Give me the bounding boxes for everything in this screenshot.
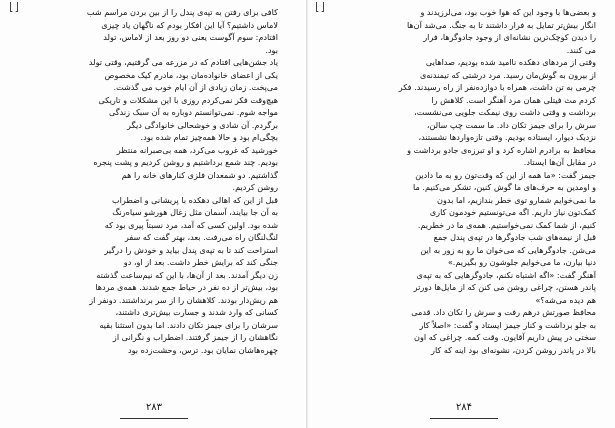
text-line: به آن جا بیایند، آسمان مثل زغال هورشو سیاه‌رنگ	[112, 207, 278, 217]
text-line: گذاشتیم. دو شمعدان فلزی کنارهای خانه را هم	[121, 169, 278, 180]
bookmark-icon	[10, 2, 18, 12]
text-line: زن دیگر آمدند. بعد از آن‌ها، با این که نیم‌ساعت گذشته	[96, 269, 278, 280]
text-line: هیچ‌وقت فکر نمی‌کردم روزی با این مشکلات و تاریکی	[98, 94, 278, 105]
text-line: قبل از نیمه‌های شب جادوگرها در تپه‌ی پندل جمع	[433, 232, 596, 242]
text-line: دنیا بیارن، ما می‌خوایم جلوشون رو بگیریم.»	[447, 257, 596, 267]
text-line: آهنگر گفت: «اگه اشتباه نکنم، جادوگرهایی که به تپه‌ی	[416, 269, 596, 280]
text-line: جنگی کند که برایش خطر داشت. بعد از او، دو	[123, 257, 278, 267]
text-line: به جلو برداشت و کنار جیمز ایستاد و گفت: «اصلاً کار	[419, 319, 596, 330]
text-line: کافی برای رفتن به تپه‌ی پندل را از بین بردن مراسم شب	[86, 7, 278, 17]
text-line: افتادم: سوم آگوست یعنی دو روز بعد از لاماس، تولد	[103, 32, 278, 42]
text-line: چرمی به تن داشت، همراه با دوازده‌نفر از راه رسیدند. فکر	[398, 82, 596, 92]
text-line: یاد جشن‌هایی افتادم که در مزرعه می گرفتیم، وقتی تولد	[88, 57, 278, 67]
text-line: هم ریش‌دار بودند. کلاهشان را از سر برنداشتند. دونفر از	[89, 294, 278, 305]
text-line: بالا در پاندر روشن کردن، نشونه‌ای بود اینه که کار	[431, 344, 596, 355]
text-line: بود.	[265, 44, 278, 55]
text-line: قبل از این که اهالی دهکده با پریشانی و اضطراب	[111, 194, 278, 205]
text-line: بچگی‌ام بود و حالا همه‌چیز تمام شده بود.	[140, 132, 278, 142]
text-line: کمک‌تون نیاز داریم. اگه می‌تونستیم خودمون کاری	[429, 207, 596, 217]
text-line: پاندر هستن، چراغی روشن می کنن که از مایل‌ها دورتر	[413, 282, 596, 292]
text-line: از بیرون به گوش‌مان رسید. مرد درشتی که تیمندنه‌ی	[419, 69, 596, 80]
text-line: در مقابل آن‌ها ایستاد.	[523, 157, 596, 167]
text-line: می‌شن. جادوگرهایی که می‌خوان ما رو به زور به این	[420, 244, 596, 255]
text-line: کنیم، از شما کمک نمی‌خواستیم. همه‌ی ما در خطریم.	[417, 219, 596, 230]
text-line: برگردم. آن شادی و خوشحالی خانوادگی دیگر	[127, 119, 278, 130]
text-line: خورشید که غروب می‌کرد، همه بی‌صبرانه منتظر	[116, 144, 278, 155]
text-line: کسانی که وارد شدند و جسارت بیش‌تری داشتند،	[115, 307, 278, 317]
text-line: نگاهشان را از جیمز گرفتند. اضطراب و نگرانی از	[112, 332, 278, 342]
text-line: برداشت و وقتی داشت روی نیمکت جلویی می‌نشست،	[414, 107, 596, 117]
text-line: لاماس داشتیم؟ آیا این افکار بودم که ناگهان یاد چیزی	[101, 19, 278, 30]
text-line: جیمز گفت: «ما همه از این که وقت‌تون رو به ما دادین	[415, 169, 596, 180]
text-line: لنگ‌لنگان راه می‌رفت. بعد، بهتر گفت که سفر	[124, 232, 278, 242]
left-page-text	[24, 6, 278, 396]
text-line: سرشان را برای جیمز تکان دادند. اما بدون استثنا بقیه	[99, 319, 278, 330]
text-line: بود، بیش‌تر از ده نفر در حیاط جمع شدند. همه‌ی مردها	[95, 282, 278, 292]
right-page-rule	[430, 418, 498, 419]
text-line: سختی در پیش داریم آقایون. وقت کمه. چراغی که اون	[414, 332, 596, 342]
text-line: روشن کردیم.	[232, 182, 278, 192]
text-line: استراحت کند تا به تپه‌ی پندل بیاید و خودش را درگیر	[104, 244, 278, 255]
text-line: را دیدن کوچک‌ترین نشانه‌ای از وجود جادوگرها، فرار	[423, 32, 596, 42]
text-line: می کنند.	[566, 44, 596, 55]
text-line: و بعضی‌ها با وجود این که هوا خوب بود، می‌لرزیدند و	[420, 7, 596, 17]
text-line: نزدیک دیوار، ایستاده بودیم. وقتی تازه‌واردها نشستند،	[418, 132, 596, 142]
text-line: چهره‌هاشان نمایان بود. ترس، وحشت‌زده بود	[128, 344, 278, 355]
left-page	[0, 0, 307, 428]
text-line: و اومدین به حرف‌های ما گوش کنین، تشکر می‌کنیم. ما	[413, 182, 596, 192]
text-line: محافظ صورتش درهم رفت و سرش را تکان داد. قدمی	[411, 307, 596, 317]
left-page-number: ۲۸۳	[145, 402, 163, 413]
bookmark-icon	[316, 2, 324, 12]
text-line: محافظ به برادرم اشاره کرد و او تبرزه‌ی جادو برداشت و	[407, 144, 596, 155]
text-line: شده بود. اولین کسی که آمد، مرد نسبتاً پیری بود که	[104, 219, 278, 230]
text-line: هم دیده می‌شه؟»	[535, 294, 596, 305]
text-line: می‌پخت. زمان زیادی از آن ایام خوب می گذشت.	[113, 82, 278, 92]
left-page-rule	[120, 418, 188, 419]
text-line: وقتی از مردهای دهکده ناامید شده بودیم، صداهایی	[425, 57, 596, 67]
right-page	[308, 0, 615, 428]
text-line: کردم مث فیتلی همان مرد آهنگر است. کلاهش را	[431, 94, 596, 105]
text-line: انگار بیش‌تر تمایل به فرار داشتند تا به جنگ. می‌شد آن‌ها	[406, 19, 596, 30]
right-page-text	[342, 6, 596, 396]
text-line: بودیم. چند شمع برداشتیم و روشن کردیم و پشت پنجره	[93, 157, 278, 167]
text-line: یکی از اعضای خانواده‌مان بود، مادرم کیک مخصوص	[104, 69, 278, 80]
text-line: سرش را برای جیمز تکان داد. ما سمت چپ سالن،	[426, 119, 596, 130]
right-page-number: ۲۸۴	[455, 402, 473, 413]
text-line: ما نمی‌خوایم شمارو توی خطر بندازیم، اما بدون	[437, 194, 596, 205]
text-line: مواجه شوم. نمی‌توانستم دوباره به آن سبک زندگی	[109, 107, 278, 117]
